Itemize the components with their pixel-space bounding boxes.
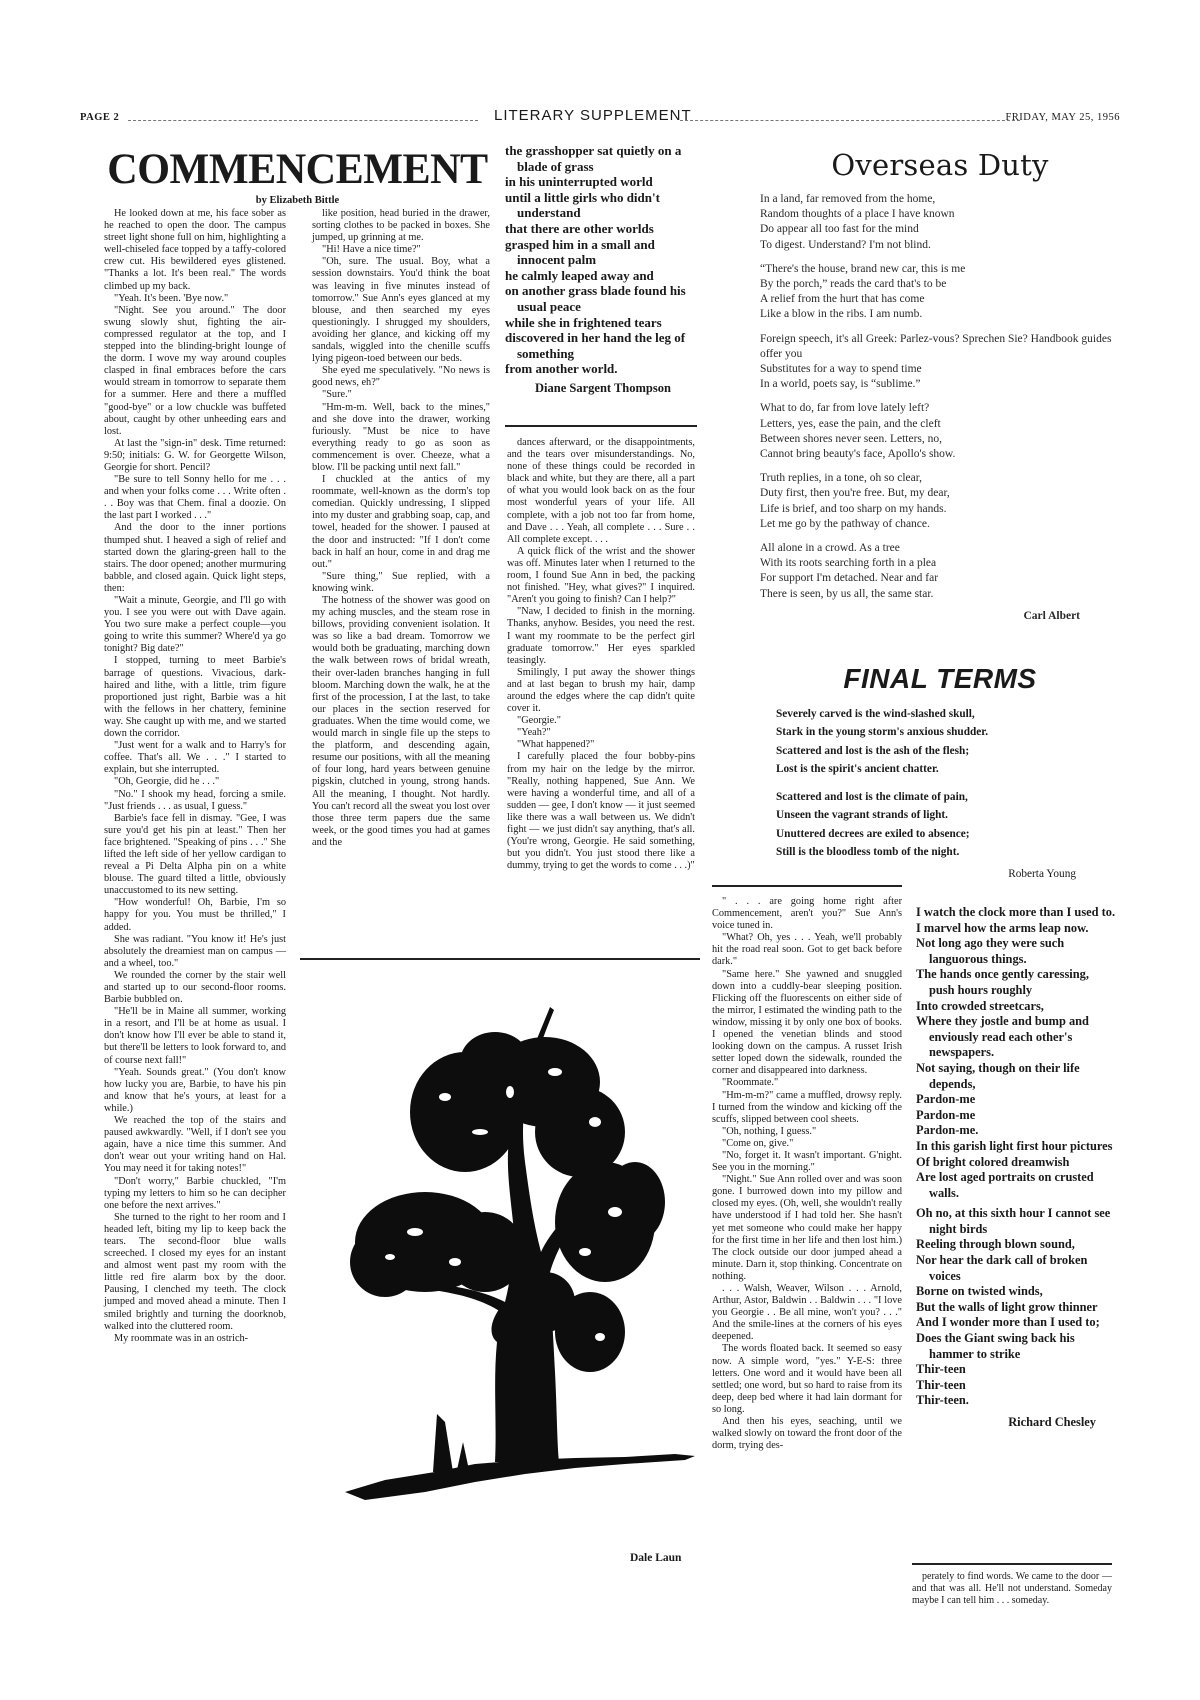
poem-line: “There's the house, brand new car, this is me [760,262,966,275]
poem-title-final-terms: FINAL TERMS [843,663,1037,694]
poem-line: Let me go by the pathway of chance. [760,517,930,530]
paragraph: My roommate was in an ostrich- [114,1332,249,1344]
poem-stanza [760,262,1120,323]
paragraph: "Oh, nothing, I guess." [722,1125,817,1137]
paragraph: perately to find words. We came to the door — and that was all. He'll not understand. Someday maybe I can tell him . . . someday. [912,1571,1112,1607]
tree-illustration [345,1002,695,1512]
divider-rule [505,425,697,427]
paragraph: "Georgie." [517,715,561,727]
poem-line: that there are other worlds [505,220,654,236]
poem-line: while she in frightened tears [505,314,662,330]
paragraph: "Hi! Have a nice time?" [322,244,421,256]
poem-line: Thir-teen [916,1362,966,1377]
poem-line: Borne on twisted winds, [916,1284,1043,1299]
paragraph: And then his eyes, seaching, until we walked slowly on toward the front door of the dorm, trying des- [712,1416,902,1452]
poem-line: Lost is the spirit's ancient chatter. [776,762,939,775]
poem-author: Diane Sargent Thompson [535,380,671,395]
story-column-2 [312,208,490,849]
poem-title-overseas-duty: Overseas Duty [831,148,1049,182]
poem-line: Thir-teen. [916,1393,969,1408]
poem-line: Thir-teen [916,1377,966,1392]
paragraph: "Don't worry," Barbie chuckled, "I'm typing my letters to him so he can decipher one before the next arrives." [104,1175,286,1211]
story-column-4 [712,896,902,1452]
paragraph: "What? Oh, yes . . . Yeah, we'll probably hit the road real soon. Got to get back before dark." [712,932,902,968]
poem-stanza [760,541,1120,602]
header-rule-left [128,120,478,121]
paragraph: "Sure thing," Sue replied, with a knowing wink. [312,570,490,594]
poem-line: Unseen the vagrant strands of light. [776,809,948,822]
poem-line: Scattered and lost is the climate of pain, [776,791,968,804]
paragraph: "Just went for a walk and to Harry's for coffee. That's all. We . . ." I started to explain, but she interrupted. [104,740,286,776]
poem-line: Cannot bring beauty's face, Apollo's show. [760,448,956,461]
poem-stanza [760,401,1120,462]
poem-line: Reeling through blown sound, [916,1237,1075,1252]
poem-author: Richard Chesley [1008,1415,1096,1429]
story-column-3 [507,437,695,872]
final-terms-poem [776,705,1116,884]
poem-line: Nor hear the dark call of broken voices [916,1253,1088,1283]
poem-line: With its roots searching forth in a plea [760,557,937,570]
clock-poem [916,905,1116,1431]
paragraph: He looked down at me, his face sober as he reached to open the door. The campus street light shone full on him, highlighting a well-chiseled face topped by a taffy-colored crew cut. His bewildered eyes glistened. "Thanks a lot. It's been real." The words climbed up my back. [104,208,286,292]
paragraph: "No, forget it. It wasn't important. G'night. See you in the morning." [712,1149,902,1174]
page-header [80,107,1120,129]
poem-stanza [776,788,1116,861]
poem-line: By the porch,” reads the card that's to be [760,278,947,291]
paragraph: "Night. See you around." The door swung slowly shut, fighting the air-compressed regulator at the top, and I stepped into the blinding-bright lounge of the dorm. I wove my way around couples clasped in final embraces before the cars would stream in tomorrow to separate them for a summer. Here and there a muffled "good-bye" or a low chuckle was buffeted about, caught by other unheeding ears and lost. [104,304,286,437]
paragraph: "Night." Sue Ann rolled over and was soon gone. I burrowed down into my pillow and closed my eyes. (Oh, well, she wouldn't really have understood if I had told her. She hasn't yet met someone who could make her happy for the first time in her life and then lost him.) The clock outside our door jumped ahead a minute. Darn it, stop thinking. Concentrate on nothing. [712,1174,903,1282]
paragraph: "Be sure to tell Sonny hello for me . . . and when your folks come . . . Write often . . . Boy was that Chem. final a doozie. On the last part I worked . . ." [104,474,286,522]
paragraph: . . . Walsh, Weaver, Wilson . . . Arnold, Arthur, Astor, Baldwin . . Baldwin . . . "I love you Georgie . . Be all mine, won't you? . . ." And the smile-lines at the corners of his eyes deepened. [712,1283,902,1343]
paragraph: A quick flick of the wrist and the shower was off. Minutes later when I returned to the room, I found Sue Ann in bed, the packing not finished. "Hey, what gives?" I inquired. "Aren't you going to finish? Can I help?" [507,545,695,606]
poem-stanzas [760,192,1120,602]
divider-rule [912,1563,1112,1565]
poem-line: Severely carved is the wind-slashed skull, [776,708,975,720]
paragraph: She eyed me speculatively. "No news is good news, eh?" [312,365,490,389]
issue-date: FRIDAY, MAY 25, 1956 [1005,112,1120,123]
paragraph: The hotness of the shower was good on my aching muscles, and the steam rose in billows, providing convenient isolation. It was so like a bad dream. Tomorrow we would both be graduating, marching down the walk between rows of bridal wreath, their over-laden branches hanging in full bloom. Marching down the walk, he at the first of the procession, I at the last, to take our places in the section reserved for graduates. When the time would come, we would march in single file up the steps to the platform, and descending again, resume our positions, with all the meaning of four long, hard years between genuine pigskin, clutched in young, strong hands. All the meaning, I thought. Not hardly. You can't record all the sweat you lost over those three term papers due the same week, or the good times you had at games and the [312,595,490,848]
paragraph: " . . . are going home right after Commencement, aren't you?" Sue Ann's voice tuned in. [712,896,902,932]
paragraph: "Hm-m-m?" came a muffled, drowsy reply. I turned from the window and kicking off the scuffs, slipped between cool sheets. [712,1089,902,1125]
poem-line: Does the Giant swing back his hammer to strike [916,1331,1075,1361]
paragraph: And the door to the inner portions thumped shut. I heaved a sigh of relief and started down the glaring-green hall to the stairs. The door opened; another murmuring babble, and closed again. Quick light steps, then: [104,522,286,594]
poem-line: To digest. Understand? I'm not blind. [760,238,931,251]
paragraph: "Sure." [322,389,352,401]
poem-line: I marvel how the arms leap now. [916,920,1089,935]
poem-line: Into crowded streetcars, [916,998,1044,1013]
paragraph: "Yeah. It's been. 'Bye now." [114,292,229,304]
poem-line: Oh no, at this sixth hour I cannot see night birds [916,1206,1111,1236]
poem-line: Foreign speech, it's all Greek: Parlez-vous? Sprechen Sie? Handbook guides offer you [760,332,1112,360]
poem-line: Between shores never seen. Letters, no, [760,432,943,445]
paragraph: "Oh, sure. The usual. Boy, what a session downstairs. You'd think the boat was leaving in five minutes instead of tomorrow." Sue Ann's eyes glanced at my blouse, and then searched my eyes questioningly. I shrugged my shoulders, avoiding her glance, and kicking off my sandals, wiggled into the chenille scuffs lying pigeon-toed between our beds. [312,256,490,365]
poem-line: Are lost aged portraits on crusted walls. [916,1170,1094,1200]
poem-line: Do appear all too fast for the mind [760,223,919,236]
paragraph: "Wait a minute, Georgie, and I'll go with you. I see you were out with Dave again. You two sure make a perfect couple—you going to write this summer? Where'd ya go tonight? Big date?" [104,595,286,655]
poem-stanza [760,332,1120,393]
poem-line: from another world. [505,361,618,377]
paragraph: She turned to the right to her room and I headed left, biting my lip to keep back the tears. The second-floor blue walls screeched. I closed my eyes for an instant and almost went past my room with the little red fire alarm box by the door. Pausing, I clenched my teeth. The clock jumped and moved ahead a minute. Then I smiled brightly and turning the doorknob, walked into the cluttered room. [104,1211,286,1332]
poem-line: Random thoughts of a place I have known [760,208,955,221]
poem-line: on another grass blade found his usual peace [505,283,686,314]
paragraph: "Yeah?" [517,727,551,739]
paragraph: We rounded the corner by the stair well and started up to our second-floor rooms. Barbie bubbled on. [104,969,286,1006]
section-title: LITERARY SUPPLEMENT [494,107,692,124]
poem-line: Stark in the young storm's anxious shudder. [776,726,989,739]
poem-line: I watch the clock more than I used to. [916,905,1116,919]
poem-line: All alone in a crowd. As a tree [760,542,900,555]
poem-line: The hands once gently caressing, push hours roughly [916,967,1089,997]
divider-rule [712,885,902,887]
poem-line: Truth replies, in a tone, oh so clear, [760,472,922,485]
divider-rule [300,958,700,960]
paragraph: I carefully placed the four bobby-pins from my hair on the ledge by the mirror. "Really, nothing happened, Sue Ann. We were having a wonderful time, and all of a sudden — gee, I don't know — it just seemed like there was a wall between us. We didn't fight — we just didn't say anything, that's all. (You're wrong, Georgie. He said something, but you didn't. You just stood there like a dummy, trying to get the words to come . . .)" [507,751,695,872]
poem-line: Pardon-me. [916,1123,979,1138]
poem-lines [505,143,701,377]
poem-line: In this garish light first hour pictures [916,1138,1113,1153]
poem-line: grasped him in a small and innocent palm [505,236,655,268]
poem-stanza [760,192,1120,253]
poem-lines [916,905,1116,1409]
poem-line: Where they jostle and bump and enviously read each other's newspapers. [916,1014,1089,1060]
poem-line: In a world, poets say, is “sublime.” [760,378,921,391]
poem-line: And I wonder more than I used to; [916,1315,1100,1330]
grasshopper-poem [505,143,701,397]
poem-stanza [760,471,1120,532]
poem-line: Unuttered decrees are exiled to absence; [776,827,970,840]
poem-stanza [776,705,1116,778]
paragraph: "He'll be in Maine all summer, working in a resort, and I'll be at home as usual. I don't know how I'll ever be able to stand it, but there'll be letters to look forward to, and of course next fall!" [104,1006,286,1066]
poem-stanzas [776,705,1116,861]
poem-line: Duty first, then you're free. But, my dear, [760,487,950,500]
story-column-1 [104,208,286,1345]
paragraph: She was radiant. "You know it! He's just absolutely the dreamiest man on campus — and a wheel, too." [104,933,286,969]
poem-line: he calmly leaped away and [505,267,654,283]
paragraph: We reached the top of the stairs and paused awkwardly. "Well, if I don't see you again, have a nice time this summer. And don't wear out your writing hand on Hal. You may need it for taking notes!" [104,1115,286,1175]
tree-drawing-icon [345,1002,695,1512]
paragraph: "Same here." She yawned and snuggled down into a cuddly-bear sleeping position. Flicking off the fluorescents on either side of the mirror, I estimated the winding path to the window, missing it by only one box of books. I opened the venetian blinds and stood looking down on the campus. A russet Irish setter loped down the sidewalk, rounded the corner and disappeared into darkness. [712,968,902,1077]
page-number: PAGE 2 [80,112,120,123]
poem-line: in his uninterrupted world [505,174,653,190]
paragraph: "Oh, Georgie, did he . . ." [114,776,220,788]
poem-line: Like a blow in the ribs. I am numb. [760,308,923,321]
illustration-credit: Dale Laun [630,1552,682,1564]
paragraph: I stopped, turning to meet Barbie's barrage of questions. Vivacious, dark-haired and lithe, with a little, trim figure proportioned just right, Barbie was a hit with the fellows in her chattery, feminine way. She caught up with me, and we started down the corridor. [104,655,286,740]
paragraph: "What happened?" [517,739,595,751]
paragraph: "No." I shook my head, forcing a smile. "Just friends . . . as usual, I guess." [104,788,286,812]
poem-line: until a little girls who didn't understand [505,189,660,221]
poem-author: Roberta Young [1008,868,1076,881]
poem-line: But the walls of light grow thinner [916,1299,1098,1314]
poem-line: A relief from the hurt that has come [760,293,925,306]
poem-line: In a land, far removed from the home, [760,193,936,205]
poem-line: discovered in her hand the leg of something [505,330,686,361]
story-title: COMMENCEMENT [107,146,488,193]
paragraph: dances afterward, or the disappointments, and the tears over misunderstandings. No, none of these things could be recorded in black and white, but they are there, all a part of what you would look back on as the four most wonderful years of your life. All complete, with a job not too far from home, and Dave . . . Yeah, all complete . . . Sure . . All complete except. . . . [507,437,695,545]
paragraph: "How wonderful! Oh, Barbie, I'm so happy for you. You must be thrilled," I added. [104,897,286,933]
paragraph: like position, head buried in the drawer, sorting clothes to be packed in boxes. She jumped, up grinning at me. [312,208,490,244]
paragraph: I chuckled at the antics of my roommate, well-known as the dorm's top comedian. Quickly undressing, I slipped into my duster and grabbing soap, cap, and towel, headed for the shower. I paused at the door and instructed: "If I don't come back in half an hour, come in and drag me out." [312,474,490,570]
poem-line: There is seen, by us all, the same star. [760,587,934,600]
paragraph: At last the "sign-in" desk. Time returned: 9:50; initials: G. W. for Georgette Wilson, Georgie for short. Pencil? [104,437,286,473]
poem-line: Not saying, though on their life depends, [916,1060,1080,1091]
poem-line: Not long ago they were such languorous things. [916,936,1065,966]
overseas-duty-poem [760,192,1120,624]
poem-line: What to do, far from love lately left? [760,402,930,415]
poem-line: Still is the bloodless tomb of the night. [776,846,960,859]
paragraph: Smilingly, I put away the shower things and at last began to brush my hair, damp around the edges where the cap didn't quite cover it. [507,666,695,715]
paragraph: "Hm-m-m. Well, back to the mines," and she dove into the drawer, working furiously. "Must be nice to have everything ready to go as soon as commencement is over. Cheeze, what a blow. I'll be packing until next fall." [312,401,490,473]
poem-line: For support I'm detached. Near and far [760,572,939,585]
paragraph: "Come on, give." [722,1137,794,1149]
paragraph: The words floated back. It seemed so easy now. A simple word, "yes." Y-E-S: three letters. One word and it would have been all settled; one word, but so hard to raise from its deep, deep bed where it had lain dormant for so long. [712,1343,902,1415]
poem-line: Of bright colored dreamwish [916,1154,1070,1169]
poem-line: Life is brief, and too sharp on my hands. [760,502,947,515]
paragraph: "Yeah. Sounds great." (You don't know how lucky you are, Barbie, to have his pin and know that he's yours, at least for a while.) [104,1066,286,1114]
poem-line: the grasshopper sat quietly on a blade of grass [505,143,682,174]
paragraph: "Roommate." [722,1077,779,1089]
story-byline: by Elizabeth Bittle [255,195,340,206]
poem-line: Scattered and lost is the ash of the flesh; [776,744,970,757]
story-column-5 [912,1571,1112,1607]
paragraph: Barbie's face fell in dismay. "Gee, I was sure you'd get his pin at least." Then her face brightened. "Speaking of pins . . ." She lifted the left side of her yellow cardigan to reveal a Pi Delta Alpha pin on a white blouse. The guard tilted a little, obviously unaccustomed to its new setting. [104,812,286,897]
paragraph: "Naw, I decided to finish in the morning. Thanks, anyhow. Besides, you need the rest. I want my roommate to be the perfect girl graduate tomorrow." Her eyes sparkled teasingly. [507,606,695,666]
poem-author: Carl Albert [1023,609,1080,622]
poem-line: Substitutes for a way to spend time [760,363,922,376]
poem-line: Pardon-me [916,1107,976,1122]
poem-line: Pardon-me [916,1092,976,1107]
header-rule-right [680,120,1020,121]
poem-line: Letters, yes, ease the pain, and the cleft [760,417,941,430]
